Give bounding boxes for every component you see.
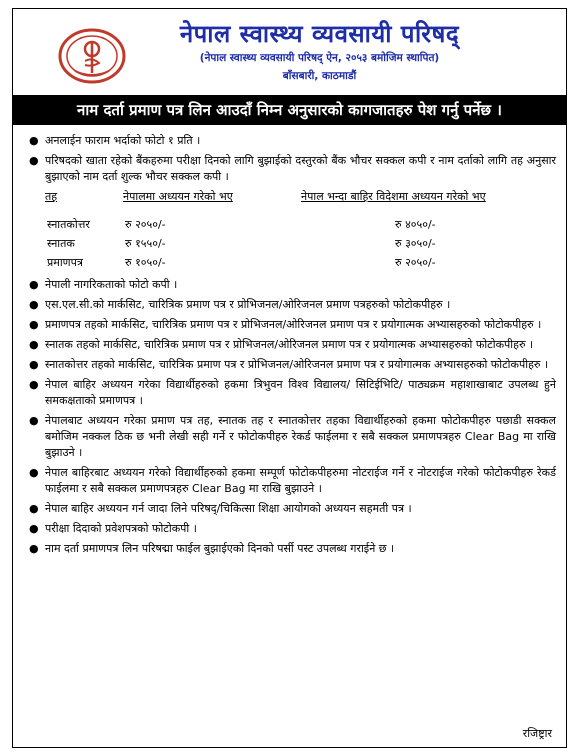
fee-row [47,255,556,271]
notice-page [12,8,567,748]
list-item [27,413,556,461]
org-title: नेपाल स्वास्थ्य व्यवसायी परिषद् [179,19,460,48]
bullet-icon: ● [29,338,39,351]
fee-row [47,236,556,252]
item-text: स्नातक तहको मार्कसिट, चारित्रिक प्रमाण पत्र र प्रोभिजनल/ओरिजनल प्रमाण पत्र र प्रयोगात्मक अभ्यासहरुको फोटोकपीहरु । [45,338,534,351]
item-text: नाम दर्ता प्रमाणपत्र लिन परिषद्मा फाईल बुझाईएको दिनको पर्सी पस्ट उपलब्ध गराईने छ । [45,542,395,555]
bullet-icon: ● [29,414,39,427]
list-item [27,153,556,185]
list-item [27,357,556,373]
bullet-icon: ● [29,466,39,479]
bullet-icon: ● [29,542,39,555]
item-text: अनलाईन फाराम भर्दाको फोटो १ प्रति । [45,134,201,147]
list-item [27,337,556,353]
list-item [27,501,556,517]
bullet-icon: ● [29,378,39,391]
bullet-icon: ● [29,502,39,515]
list-item [27,521,556,537]
bullet-icon: ● [29,278,39,291]
item-text: प्रमाणपत्र तहको मार्कसिट, चारित्रिक प्रमाण पत्र र प्रोभिजनल/ओरिजनल प्रमाण पत्र र प्रयोगात्मक अभ्यासहरुको फोटोकपीहरु । [45,318,542,331]
fee-level: स्नातकोत्तर [47,218,90,231]
item-text: स्नातकोत्तर तहको मार्कसिट, चारित्रिक प्रमाण पत्र र प्रोभिजनल/ओरिजनल प्रमाण पत्र र प्रयोगात्मक अभ्यासहरुको फोटोकपीहरु । [45,358,549,371]
signature-registrar: रजिष्ट्रार [522,727,552,740]
item-text: नेपाल बाहिर अध्ययन गरेका विद्यार्थीहरुको हकमा त्रिभुवन विश्व विद्यालय/ सिटिईभिटि/ पाठ्यक्रम महाशाखाबाट उपलब्ध हुने समकक्षताको प्रमाणपत्र । [45,378,556,407]
fee-row [47,217,556,233]
item-text: एस.एल.सी.को मार्कसिट, चारित्रिक प्रमाण पत्र र प्रोभिजनल/ओरिजनल प्रमाण पत्रहरुको फोटोकपीहरु । [45,298,451,311]
fee-header-nepal: नेपालमा अध्ययन गरेको भए [123,190,233,203]
fee-level: स्नातक [47,237,75,250]
list-item [27,377,556,409]
fee-header-level: तह [45,190,58,203]
item-text: नेपाल बाहिरबाट अध्ययन गरेको विद्यार्थीहरुको हकमा सम्पूर्ण फोटोकपीहरुमा नोटराईज गर्ने र नोटराईज गरेको फोटोकपीहरु रेकर्ड फाईलमा र सबै सक्कल प्रमाणपत्रहरु Clear Bag मा राखि बुझाउने । [45,466,556,495]
bullet-icon: ● [29,522,39,535]
fee-nepal: रु १०५०/- [125,256,166,269]
item-text: परिषदको खाता रहेको बैंकहरुमा परीक्षा दिनको लागि बुझाईको दस्तुरको बैंक भौचर सक्कल कपी र नाम दर्ताको लागि तह अनुसार बुझाएको नाम दर्ता शुल्क भौचर सक्कल कपी । [45,154,556,183]
item-text: नेपालबाट अध्ययन गरेका प्रमाण पत्र तह, स्नातक तह र स्नातकोत्तर तहका विद्यार्थीहरुको हकमा फोटोकपीहरु पछाडी सक्कल बमोजिम नक्कल ठिक छ भनी लेखी सही गर्ने र फोटोकपीहरु रेकर्ड फाईलमा र सबै सक्कल प्रमाणपत्रहरु Clear Bag मा राखि बुझाउने । [45,414,556,459]
fee-abroad: रु ३०५०/- [395,237,436,250]
list-item [27,297,556,313]
bullet-icon: ● [29,358,39,371]
fee-nepal: रु २०५०/- [125,218,166,231]
list-item [27,317,556,333]
org-subtitle: (नेपाल स्वास्थ्य व्यवसायी परिषद् ऐन, २०५३ बमोजिम स्थापित) [199,52,440,64]
list-item [27,465,556,497]
fee-level: प्रमाणपत्र [47,256,83,269]
notice-banner: नाम दर्ता प्रमाण पत्र लिन आउदाँ निम्न अनुसारको कागजातहरु पेश गर्नु पर्नेछ । [12,95,567,125]
list-item [27,133,556,149]
header [13,9,566,91]
fee-header-abroad: नेपाल भन्दा बाहिर विदेशमा अध्ययन गरेको भए [301,190,486,203]
fee-table-header [45,189,556,205]
bullet-icon: ● [29,154,39,167]
item-text: परीक्षा दिदाको प्रवेशपत्रको फोटोकपी । [45,522,197,535]
bullet-icon: ● [29,298,39,311]
fee-abroad: रु ४०५०/- [395,218,436,231]
list-item [27,277,556,293]
bullet-icon: ● [29,134,39,147]
bullet-icon: ● [29,318,39,331]
fee-abroad: रु २०५०/- [395,256,436,269]
item-text: नेपाली नागरिकताको फोटो कपी । [45,278,178,291]
item-text: नेपाल बाहिर अध्ययन गर्न जादा लिने परिषद्/चिकित्सा शिक्षा आयोगको अध्ययन सहमती पत्र । [45,502,412,515]
requirements-list [27,133,556,561]
org-address: बाँसबारी, काठमाडौं [282,70,357,82]
fee-nepal: रु १५५०/- [125,237,166,250]
list-item [27,541,556,557]
